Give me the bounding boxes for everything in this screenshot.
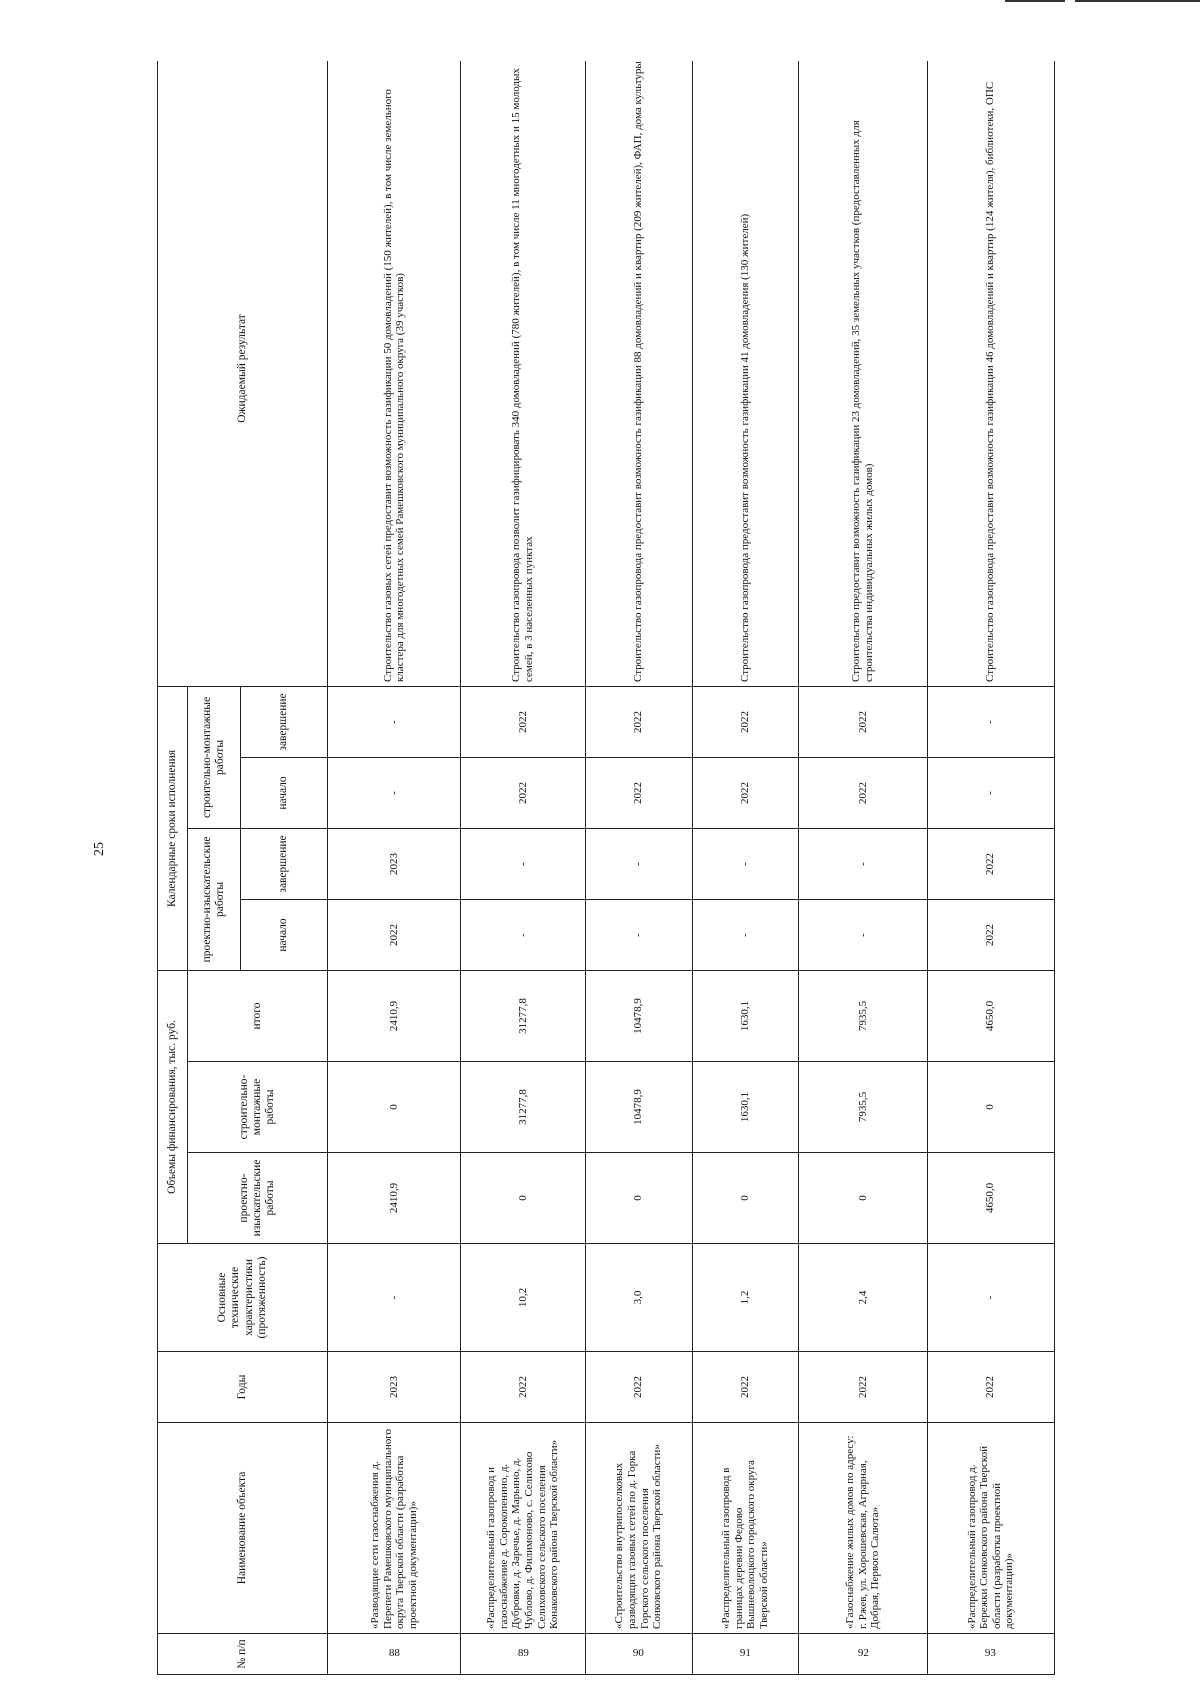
header-years: Годы bbox=[158, 1352, 328, 1423]
scan-artifact bbox=[1005, 0, 1065, 2]
object-tech: 3,0 bbox=[585, 1244, 692, 1352]
object-year: 2022 bbox=[461, 1352, 585, 1423]
table-row bbox=[585, 61, 692, 1675]
funding-smr: 10478,9 bbox=[585, 1062, 692, 1153]
object-name: «Распределительный газопровод и газоснабжение д. Сорокопенино, д. Дубровки, д. Заречье, д. Марьино, д. Чублово, д. Филимоново, с. Селихово Селиховского сельского поселения Конаковского района Тверской области» bbox=[461, 1423, 585, 1634]
object-tech: - bbox=[927, 1244, 1054, 1352]
smr-end: 2022 bbox=[692, 686, 799, 757]
rotated-table-container bbox=[157, 61, 1055, 1675]
expected-result: Строительство газопровода предоставит возможность газификации 88 домовладений и квартир (209 жителей), ФАП, дома культуры bbox=[585, 61, 692, 686]
table-region bbox=[157, 61, 1055, 1675]
object-year: 2022 bbox=[927, 1352, 1054, 1423]
expected-result: Строительство предоставит возможность газификации 23 домовладений, 35 земельных участков (предоставленных для строительства индивидуальных жилых домов) bbox=[799, 61, 927, 686]
row-number: 91 bbox=[692, 1634, 799, 1675]
row-number: 88 bbox=[328, 1634, 461, 1675]
funding-pir: 0 bbox=[692, 1153, 799, 1244]
pir-start: - bbox=[692, 899, 799, 970]
header-name: Наименование объекта bbox=[158, 1423, 328, 1634]
smr-end: 2022 bbox=[585, 686, 692, 757]
header-smr: строительно-монтажные работы bbox=[188, 1062, 328, 1153]
funding-smr: 0 bbox=[328, 1062, 461, 1153]
smr-end: - bbox=[927, 686, 1054, 757]
expected-result: Строительство газопровода предоставит возможность газификации 41 домовладения (130 жителей) bbox=[692, 61, 799, 686]
funding-total: 31277,8 bbox=[461, 970, 585, 1061]
object-year: 2022 bbox=[799, 1352, 927, 1423]
smr-end: 2022 bbox=[461, 686, 585, 757]
table-row bbox=[799, 61, 927, 1675]
funding-total: 10478,9 bbox=[585, 970, 692, 1061]
header-end-pir: завершение bbox=[241, 828, 328, 899]
expected-result: Строительство газопровода предоставит возможность газификации 46 домовладений и квартир (124 жителя), библиотеки, ОПС bbox=[927, 61, 1054, 686]
pir-end: - bbox=[461, 828, 585, 899]
header-tech: Основные технические характеристики (протяженность) bbox=[158, 1244, 328, 1352]
page-number: 25 bbox=[92, 842, 107, 856]
funding-pir: 0 bbox=[585, 1153, 692, 1244]
funding-smr: 7935,5 bbox=[799, 1062, 927, 1153]
header-start-pir: начало bbox=[241, 899, 328, 970]
smr-start: - bbox=[328, 757, 461, 828]
table-row bbox=[927, 61, 1054, 1675]
object-year: 2023 bbox=[328, 1352, 461, 1423]
funding-total: 1630,1 bbox=[692, 970, 799, 1061]
row-number: 89 bbox=[461, 1634, 585, 1675]
object-name: «Распределительный газопровод д. Бережки Сонковского района Тверской области (разработка проектной документации)» bbox=[927, 1423, 1054, 1634]
header-smr-works: строительно-монтажные работы bbox=[188, 686, 241, 828]
object-year: 2022 bbox=[585, 1352, 692, 1423]
smr-end: 2022 bbox=[799, 686, 927, 757]
scan-artifact bbox=[1075, 0, 1200, 2]
funding-pir: 4650,0 bbox=[927, 1153, 1054, 1244]
smr-start: - bbox=[927, 757, 1054, 828]
header-pir-works: проектно-изыскательские работы bbox=[188, 828, 241, 970]
funding-pir: 0 bbox=[799, 1153, 927, 1244]
funding-smr: 1630,1 bbox=[692, 1062, 799, 1153]
gasification-table bbox=[157, 61, 1055, 1675]
object-name: «Распределительный газопровод в границах деревни Федово Вышневолоцкого городского округа Тверской области» bbox=[692, 1423, 799, 1634]
object-tech: - bbox=[328, 1244, 461, 1352]
object-name: «Газоснабжение жилых домов по адресу: г. Ржев, ул. Хорошевская, Аграрная, Добрая, Первого Салюта» bbox=[799, 1423, 927, 1634]
object-name: «Разводящие сети газоснабжения д. Перепеги Рамешковского муниципального округа Тверской области (разработка проектной документации)» bbox=[328, 1423, 461, 1634]
smr-start: 2022 bbox=[799, 757, 927, 828]
funding-total: 7935,5 bbox=[799, 970, 927, 1061]
funding-total: 4650,0 bbox=[927, 970, 1054, 1061]
expected-result: Строительство газовых сетей предоставит возможность газификации 50 домовладений (150 жителей), в том числе земельного кластера для многодетных семей Рамешковского муниципального округа (39 участков) bbox=[328, 61, 461, 686]
funding-total: 2410,9 bbox=[328, 970, 461, 1061]
pir-start: - bbox=[799, 899, 927, 970]
header-calendar: Календарные сроки исполнения bbox=[158, 686, 188, 970]
funding-pir: 0 bbox=[461, 1153, 585, 1244]
pir-end: 2023 bbox=[328, 828, 461, 899]
object-tech: 10,2 bbox=[461, 1244, 585, 1352]
header-total: итого bbox=[188, 970, 328, 1061]
header-num: № п/п bbox=[158, 1634, 328, 1675]
pir-start: - bbox=[585, 899, 692, 970]
header-funding: Объемы финансирования, тыс. руб. bbox=[158, 970, 188, 1243]
smr-end: - bbox=[328, 686, 461, 757]
row-number: 92 bbox=[799, 1634, 927, 1675]
table-row bbox=[692, 61, 799, 1675]
pir-end: - bbox=[585, 828, 692, 899]
smr-start: 2022 bbox=[585, 757, 692, 828]
funding-smr: 31277,8 bbox=[461, 1062, 585, 1153]
header-result: Ожидаемый результат bbox=[158, 61, 328, 686]
pir-start: 2022 bbox=[927, 899, 1054, 970]
row-number: 90 bbox=[585, 1634, 692, 1675]
table-row bbox=[461, 61, 585, 1675]
smr-start: 2022 bbox=[461, 757, 585, 828]
pir-end: - bbox=[692, 828, 799, 899]
header-end-smr: завершение bbox=[241, 686, 328, 757]
row-number: 93 bbox=[927, 1634, 1054, 1675]
pir-start: - bbox=[461, 899, 585, 970]
header-pir: проектно-изыскательские работы bbox=[188, 1153, 328, 1244]
object-year: 2022 bbox=[692, 1352, 799, 1423]
pir-end: - bbox=[799, 828, 927, 899]
funding-smr: 0 bbox=[927, 1062, 1054, 1153]
object-tech: 2,4 bbox=[799, 1244, 927, 1352]
expected-result: Строительство газопровода позволит газифицировать 340 домовладений (780 жителей), в том числе 11 многодетных и 15 молодых семей, в 3 населенных пунктах bbox=[461, 61, 585, 686]
funding-pir: 2410,9 bbox=[328, 1153, 461, 1244]
header-start-smr: начало bbox=[241, 757, 328, 828]
table-row bbox=[328, 61, 461, 1675]
pir-end: 2022 bbox=[927, 828, 1054, 899]
pir-start: 2022 bbox=[328, 899, 461, 970]
object-tech: 1,2 bbox=[692, 1244, 799, 1352]
object-name: «Строительство внутрипоселковых разводящих газовых сетей по д. Горка Горского сельского поселения Сонковского района Тверской области» bbox=[585, 1423, 692, 1634]
smr-start: 2022 bbox=[692, 757, 799, 828]
